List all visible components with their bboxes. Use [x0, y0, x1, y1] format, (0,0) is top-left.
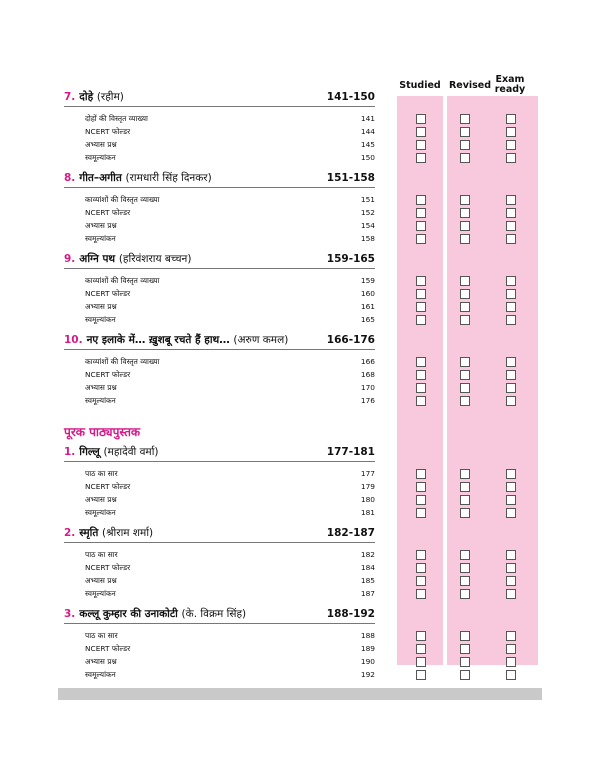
exam-ready-checkbox[interactable]: [506, 302, 516, 312]
studied-checkbox[interactable]: [416, 495, 426, 505]
topic-page: 158: [360, 234, 375, 243]
revised-checkbox[interactable]: [460, 396, 470, 406]
topic-row[interactable]: [64, 313, 375, 326]
topic-label: स्वमूल्यांकन: [85, 153, 116, 162]
chapter: [64, 172, 375, 245]
revised-checkbox[interactable]: [460, 302, 470, 312]
topic-page: 188: [360, 631, 375, 640]
topic-label: NCERT फोल्डर: [85, 208, 131, 217]
studied-checkbox[interactable]: [416, 383, 426, 393]
topic-page: 185: [360, 576, 375, 585]
revised-checkbox[interactable]: [460, 221, 470, 231]
topic-label: स्वमूल्यांकन: [85, 396, 116, 405]
studied-checkbox[interactable]: [416, 302, 426, 312]
revised-checkbox[interactable]: [460, 140, 470, 150]
topic-page: 179: [360, 482, 375, 491]
chapter-page-range: 151-158: [326, 172, 375, 184]
topic-page: 168: [360, 370, 375, 379]
topic-page: 150: [360, 153, 375, 162]
chapter: [64, 446, 375, 519]
revised-checkbox[interactable]: [460, 495, 470, 505]
studied-checkbox[interactable]: [416, 315, 426, 325]
topic-label: दोहों की विस्तृत व्याख्या: [85, 114, 148, 123]
chapter-title: गीत–अगीत: [79, 172, 122, 184]
chapter-title-row[interactable]: [64, 608, 375, 624]
revised-checkbox[interactable]: [460, 195, 470, 205]
topic-row[interactable]: [64, 642, 375, 655]
topic-row[interactable]: [64, 506, 375, 519]
studied-checkbox[interactable]: [416, 657, 426, 667]
topic-label: स्वमूल्यांकन: [85, 589, 116, 598]
topic-page: 170: [360, 383, 375, 392]
exam-ready-checkbox[interactable]: [506, 114, 516, 124]
exam-ready-checkbox[interactable]: [506, 195, 516, 205]
exam-ready-checkbox[interactable]: [506, 396, 516, 406]
topic-row[interactable]: [64, 655, 375, 668]
topic-row[interactable]: [64, 151, 375, 164]
topic-row[interactable]: [64, 467, 375, 480]
topic-row[interactable]: [64, 287, 375, 300]
exam-ready-checkbox[interactable]: [506, 563, 516, 573]
chapter-title: कल्लू कुम्हार की उनाकोटी: [79, 608, 178, 620]
topic-page: 144: [360, 127, 375, 136]
studied-checkbox[interactable]: [416, 644, 426, 654]
studied-checkbox[interactable]: [416, 396, 426, 406]
chapter-page-range: 141-150: [326, 91, 375, 103]
topic-page: 187: [360, 589, 375, 598]
exam-ready-checkbox[interactable]: [506, 208, 516, 218]
topic-row[interactable]: [64, 368, 375, 381]
revised-checkbox[interactable]: [460, 563, 470, 573]
exam-ready-checkbox[interactable]: [506, 469, 516, 479]
studied-checkbox[interactable]: [416, 670, 426, 680]
chapter-page-range: 159-165: [326, 253, 375, 265]
topic-page: 184: [360, 563, 375, 572]
topic-row[interactable]: [64, 548, 375, 561]
topic-label: अभ्यास प्रश्न: [85, 221, 117, 230]
exam-ready-checkbox[interactable]: [506, 383, 516, 393]
exam-ready-checkbox[interactable]: [506, 289, 516, 299]
topic-row[interactable]: [64, 206, 375, 219]
studied-checkbox[interactable]: [416, 234, 426, 244]
studied-checkbox[interactable]: [416, 370, 426, 380]
chapter-title: स्मृति: [79, 527, 99, 539]
topic-label: अभ्यास प्रश्न: [85, 140, 117, 149]
topic-row[interactable]: [64, 193, 375, 206]
topic-label: स्वमूल्यांकन: [85, 234, 116, 243]
supplementary-section-heading: पूरक पाठ्यपुस्तक: [64, 425, 141, 439]
exam-ready-checkbox[interactable]: [506, 221, 516, 231]
chapter-number: 2.: [64, 527, 76, 539]
chapter-number: 3.: [64, 608, 76, 620]
topic-label: NCERT फोल्डर: [85, 482, 131, 491]
chapter: [64, 91, 375, 164]
topic-page: 190: [360, 657, 375, 666]
chapter-number: 1.: [64, 446, 76, 458]
topic-label: अभ्यास प्रश्न: [85, 495, 117, 504]
revised-checkbox[interactable]: [460, 508, 470, 518]
topic-row[interactable]: [64, 112, 375, 125]
exam-ready-checkbox[interactable]: [506, 495, 516, 505]
revised-checkbox[interactable]: [460, 370, 470, 380]
topic-page: 177: [360, 469, 375, 478]
revised-checkbox[interactable]: [460, 670, 470, 680]
revised-checkbox[interactable]: [460, 114, 470, 124]
topic-label: काव्यांशों की विस्तृत व्याख्या: [85, 195, 160, 204]
topic-row[interactable]: [64, 138, 375, 151]
chapter-number: 7.: [64, 91, 76, 103]
revised-checkbox[interactable]: [460, 127, 470, 137]
topic-row[interactable]: [64, 394, 375, 407]
topic-page: 180: [360, 495, 375, 504]
topic-page: 166: [360, 357, 375, 366]
chapter: [64, 334, 375, 407]
topic-label: पाठ का सार: [85, 631, 118, 640]
studied-checkbox[interactable]: [416, 114, 426, 124]
revised-checkbox[interactable]: [460, 631, 470, 641]
chapter-title-row[interactable]: [64, 91, 375, 107]
studied-checkbox[interactable]: [416, 208, 426, 218]
topic-label: स्वमूल्यांकन: [85, 670, 116, 679]
topic-row[interactable]: [64, 629, 375, 642]
exam-ready-checkbox[interactable]: [506, 576, 516, 586]
studied-checkbox[interactable]: [416, 127, 426, 137]
topic-label: NCERT फोल्डर: [85, 563, 131, 572]
topic-label: काव्यांशों की विस्तृत व्याख्या: [85, 357, 160, 366]
topic-row[interactable]: [64, 574, 375, 587]
exam-ready-checkbox[interactable]: [506, 589, 516, 599]
studied-checkbox[interactable]: [416, 140, 426, 150]
revised-checkbox[interactable]: [460, 153, 470, 163]
topic-page: 154: [360, 221, 375, 230]
topic-page: 176: [360, 396, 375, 405]
topic-row[interactable]: [64, 219, 375, 232]
exam-ready-checkbox[interactable]: [506, 644, 516, 654]
studied-checkbox[interactable]: [416, 221, 426, 231]
topic-page: 160: [360, 289, 375, 298]
chapter-title-row[interactable]: [64, 253, 375, 269]
topic-page: 165: [360, 315, 375, 324]
topic-page: 189: [360, 644, 375, 653]
revised-column-header: Revised: [448, 80, 492, 91]
exam-ready-checkbox[interactable]: [506, 670, 516, 680]
footer-bar: [58, 688, 542, 700]
exam-ready-checkbox[interactable]: [506, 550, 516, 560]
topic-row[interactable]: [64, 480, 375, 493]
table-of-contents: [64, 91, 375, 689]
exam-ready-checkbox[interactable]: [506, 657, 516, 667]
topic-row[interactable]: [64, 587, 375, 600]
studied-checkbox[interactable]: [416, 508, 426, 518]
topic-label: अभ्यास प्रश्न: [85, 657, 117, 666]
topic-row[interactable]: [64, 381, 375, 394]
topic-row[interactable]: [64, 232, 375, 245]
topic-label: NCERT फोल्डर: [85, 370, 131, 379]
topic-page: 181: [360, 508, 375, 517]
exam-ready-checkbox[interactable]: [506, 631, 516, 641]
chapter-number: 9.: [64, 253, 76, 265]
chapter-author: (महादेवी वर्मा): [103, 446, 159, 458]
chapter-author: (अरुण कमल): [233, 334, 289, 346]
studied-checkbox[interactable]: [416, 589, 426, 599]
revised-checkbox[interactable]: [460, 208, 470, 218]
topic-label: NCERT फोल्डर: [85, 289, 131, 298]
chapter: [64, 527, 375, 600]
studied-checkbox[interactable]: [416, 631, 426, 641]
studied-column-header: Studied: [399, 80, 441, 91]
studied-checkbox[interactable]: [416, 469, 426, 479]
exam-ready-checkbox[interactable]: [506, 140, 516, 150]
chapter-author: (श्रीराम शर्मा): [102, 527, 154, 539]
chapter-author: (रामधारी सिंह दिनकर): [125, 172, 212, 184]
exam-ready-checkbox[interactable]: [506, 508, 516, 518]
revised-checkbox[interactable]: [460, 644, 470, 654]
chapter-title: नए इलाके में… ख़ुशबू रचते हैं हाथ…: [86, 334, 230, 346]
topic-row[interactable]: [64, 355, 375, 368]
revised-column-band: [447, 96, 493, 665]
chapter-number: 10.: [64, 334, 83, 346]
chapter-title: दोहे: [79, 91, 94, 103]
chapter: [64, 253, 375, 326]
topic-page: 182: [360, 550, 375, 559]
revised-checkbox[interactable]: [460, 315, 470, 325]
topic-label: अभ्यास प्रश्न: [85, 302, 117, 311]
revised-checkbox[interactable]: [460, 550, 470, 560]
topic-page: 159: [360, 276, 375, 285]
revised-checkbox[interactable]: [460, 576, 470, 586]
chapter-title-row[interactable]: [64, 172, 375, 188]
studied-checkbox[interactable]: [416, 576, 426, 586]
studied-checkbox[interactable]: [416, 276, 426, 286]
chapter-author: (के. विक्रम सिंह): [181, 608, 247, 620]
studied-checkbox[interactable]: [416, 153, 426, 163]
studied-checkbox[interactable]: [416, 482, 426, 492]
studied-checkbox[interactable]: [416, 563, 426, 573]
exam-ready-checkbox[interactable]: [506, 127, 516, 137]
topic-row[interactable]: [64, 668, 375, 681]
topic-label: पाठ का सार: [85, 550, 118, 559]
topic-row[interactable]: [64, 125, 375, 138]
studied-checkbox[interactable]: [416, 357, 426, 367]
chapter: [64, 608, 375, 681]
revised-checkbox[interactable]: [460, 482, 470, 492]
topic-row[interactable]: [64, 493, 375, 506]
chapter-title: गिल्लू: [79, 446, 100, 458]
chapter-title-row[interactable]: [64, 527, 375, 543]
topic-label: स्वमूल्यांकन: [85, 508, 116, 517]
chapter-page-range: 188-192: [326, 608, 375, 620]
topic-row[interactable]: [64, 561, 375, 574]
topic-page: 151: [360, 195, 375, 204]
exam-ready-checkbox[interactable]: [506, 276, 516, 286]
revised-checkbox[interactable]: [460, 357, 470, 367]
revised-checkbox[interactable]: [460, 589, 470, 599]
topic-label: पाठ का सार: [85, 469, 118, 478]
revised-checkbox[interactable]: [460, 657, 470, 667]
exam-ready-checkbox[interactable]: [506, 357, 516, 367]
chapter-page-range: 182-187: [326, 527, 375, 539]
chapter-page-range: 166-176: [326, 334, 375, 346]
topic-label: स्वमूल्यांकन: [85, 315, 116, 324]
exam-ready-checkbox[interactable]: [506, 315, 516, 325]
chapter-title-row[interactable]: [64, 446, 375, 462]
exam-ready-checkbox[interactable]: [506, 234, 516, 244]
chapter-page-range: 177-181: [326, 446, 375, 458]
topic-page: 152: [360, 208, 375, 217]
revised-checkbox[interactable]: [460, 289, 470, 299]
topic-label: काव्यांशों की विस्तृत व्याख्या: [85, 276, 160, 285]
exam-ready-checkbox[interactable]: [506, 153, 516, 163]
exam-ready-column-header: Exam ready: [494, 74, 526, 95]
chapter-author: (हरिवंशराय बच्चन): [118, 253, 192, 265]
chapter-title-row[interactable]: [64, 334, 375, 350]
topic-label: NCERT फोल्डर: [85, 127, 131, 136]
topic-label: अभ्यास प्रश्न: [85, 576, 117, 585]
topic-page: 192: [360, 670, 375, 679]
topic-page: 145: [360, 140, 375, 149]
topic-row[interactable]: [64, 274, 375, 287]
chapter-title: अग्नि पथ: [79, 253, 116, 265]
topic-page: 141: [360, 114, 375, 123]
topic-page: 161: [360, 302, 375, 311]
revised-checkbox[interactable]: [460, 276, 470, 286]
revised-checkbox[interactable]: [460, 234, 470, 244]
studied-checkbox[interactable]: [416, 550, 426, 560]
exam-ready-checkbox[interactable]: [506, 370, 516, 380]
exam-ready-checkbox[interactable]: [506, 482, 516, 492]
topic-label: NCERT फोल्डर: [85, 644, 131, 653]
studied-checkbox[interactable]: [416, 289, 426, 299]
revised-checkbox[interactable]: [460, 469, 470, 479]
topic-label: अभ्यास प्रश्न: [85, 383, 117, 392]
revised-checkbox[interactable]: [460, 383, 470, 393]
topic-row[interactable]: [64, 300, 375, 313]
chapter-author: (रहीम): [96, 91, 124, 103]
studied-checkbox[interactable]: [416, 195, 426, 205]
chapter-number: 8.: [64, 172, 76, 184]
